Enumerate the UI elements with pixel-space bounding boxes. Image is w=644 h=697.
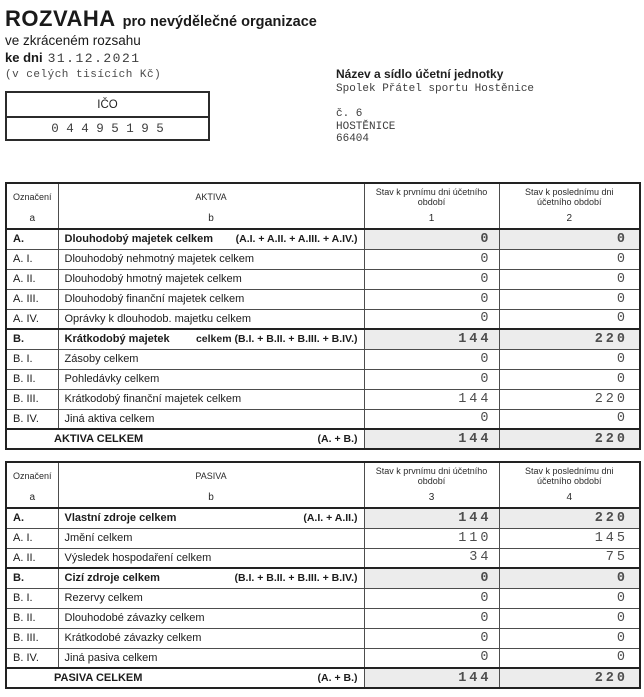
table-row <box>6 548 640 568</box>
designation-cell: A. III. <box>6 289 58 309</box>
table-row <box>6 229 640 249</box>
section-header-content <box>59 463 364 507</box>
entity-block <box>336 67 534 146</box>
item-label-cell <box>58 508 364 528</box>
ico-label: IČO <box>7 93 208 118</box>
table-row <box>6 329 640 349</box>
value-col1-header-subletter: 3 <box>428 492 435 504</box>
designation-cell: B. <box>6 329 58 349</box>
designation-cell: A. II. <box>6 548 58 568</box>
section-header <box>58 183 364 229</box>
title-line <box>5 6 317 32</box>
value-col2-cell: 0 <box>499 648 640 668</box>
item-label-cell: Dlouhodobý hmotný majetek celkem <box>58 269 364 289</box>
address-line: č. 6 <box>336 108 363 120</box>
item-label-cell <box>58 229 364 249</box>
value-col2-cell: 0 <box>499 349 640 369</box>
value-col1-cell: 144 <box>364 329 499 349</box>
designation-cell: A. <box>6 508 58 528</box>
page-subtitle: pro nevýdělečné organizace <box>122 14 317 30</box>
table-row <box>6 309 640 329</box>
value-col1-cell: 144 <box>364 508 499 528</box>
value-col2-cell: 220 <box>499 668 640 688</box>
table-row <box>6 628 640 648</box>
row-formula: (A.I. + A.II. + A.III. + A.IV.) <box>235 233 358 246</box>
value-col2-cell: 0 <box>499 269 640 289</box>
designation-cell: A. I. <box>6 528 58 548</box>
designation-header-content <box>7 463 58 507</box>
entity-address <box>336 108 534 146</box>
row-label: AKTIVA CELKEM <box>54 433 144 445</box>
item-label-cell: Rezervy celkem <box>58 588 364 608</box>
row-formula: (A.I. + A.II.) <box>303 512 358 525</box>
value-col1-cell: 0 <box>364 409 499 429</box>
section-header-label: PASIVA <box>195 470 227 481</box>
table-row <box>6 508 640 528</box>
designation-cell: B. II. <box>6 369 58 389</box>
designation-cell: B. II. <box>6 608 58 628</box>
item-label-cell: Jiná aktiva celkem <box>58 409 364 429</box>
header-row <box>6 183 640 229</box>
value-col2-cell: 145 <box>499 528 640 548</box>
designation-header <box>6 462 58 508</box>
designation-cell: B. III. <box>6 628 58 648</box>
item-label-cell: Dlouhodobé závazky celkem <box>58 608 364 628</box>
value-col1-cell: 144 <box>364 389 499 409</box>
value-col2-cell: 75 <box>499 548 640 568</box>
table-row <box>6 528 640 548</box>
table-row <box>6 608 640 628</box>
value-col2-cell: 0 <box>499 628 640 648</box>
value-col1-cell: 144 <box>364 429 499 449</box>
table-row <box>6 369 640 389</box>
value-col2-header <box>499 183 640 229</box>
value-col1-cell: 0 <box>364 628 499 648</box>
row-formula: (A. + B.) <box>317 433 358 445</box>
value-col1-cell: 0 <box>364 568 499 588</box>
value-col2-header <box>499 462 640 508</box>
value-col1-cell: 0 <box>364 249 499 269</box>
row-label: Cizí zdroje celkem <box>64 572 160 585</box>
section-header-subletter: b <box>208 492 214 504</box>
value-col1-cell: 0 <box>364 648 499 668</box>
designation-cell: A. IV. <box>6 309 58 329</box>
row-formula: celkem (B.I. + B.II. + B.III. + B.IV.) <box>195 333 358 346</box>
designation-header-content <box>7 184 58 228</box>
entity-name: Spolek Přátel sportu Hostěnice <box>336 83 535 95</box>
item-label-cell <box>58 568 364 588</box>
pasiva-table <box>5 461 641 689</box>
section-header <box>58 462 364 508</box>
date-line <box>5 50 317 66</box>
row-formula: (A. + B.) <box>317 672 358 684</box>
value-col1-cell: 0 <box>364 309 499 329</box>
label-with-formula <box>54 672 358 684</box>
value-col1-cell: 0 <box>364 588 499 608</box>
item-label-cell: Oprávky k dlouhodob. majetku celkem <box>58 309 364 329</box>
value-col2-header-label: Stav k poslednímu dni účetního období <box>524 186 614 207</box>
value-col1-header-subletter: 1 <box>428 213 435 225</box>
value-col2-cell: 0 <box>499 588 640 608</box>
value-col2-cell: 0 <box>499 409 640 429</box>
value-col2-cell: 0 <box>499 229 640 249</box>
item-label-cell: Krátkodobý finanční majetek celkem <box>58 389 364 409</box>
designation-cell: B. <box>6 568 58 588</box>
value-col1-header-content <box>365 463 499 507</box>
entity-label: Název a sídlo účetní jednotky <box>336 67 504 81</box>
value-col1-cell: 0 <box>364 289 499 309</box>
units-note: (v celých tisících Kč) <box>5 69 162 81</box>
address-line: 66404 <box>336 133 370 145</box>
row-label: Vlastní zdroje celkem <box>64 512 177 525</box>
value-col2-header-content <box>500 463 640 507</box>
aktiva-header <box>6 183 640 229</box>
table-row <box>6 588 640 608</box>
value-col1-cell: 0 <box>364 269 499 289</box>
designation-header <box>6 183 58 229</box>
value-col2-cell: 0 <box>499 608 640 628</box>
label-with-formula <box>54 433 358 445</box>
designation-cell: A. <box>6 229 58 249</box>
item-label-cell: Pohledávky celkem <box>58 369 364 389</box>
ico-box <box>5 91 210 141</box>
designation-cell: B. I. <box>6 349 58 369</box>
ico-value: 0 4 4 9 5 1 9 5 <box>51 121 164 136</box>
table-row <box>6 269 640 289</box>
row-formula: (B.I. + B.II. + B.III. + B.IV.) <box>234 572 358 585</box>
value-col2-header-subletter: 4 <box>566 492 573 504</box>
item-label-cell: Dlouhodobý nehmotný majetek celkem <box>58 249 364 269</box>
value-col1-header-content <box>365 184 499 228</box>
address-line: HOSTĚNICE <box>336 120 396 133</box>
value-col1-cell: 110 <box>364 528 499 548</box>
designation-cell: B. IV. <box>6 409 58 429</box>
designation-cell: A. I. <box>6 249 58 269</box>
aktiva-body <box>6 229 640 449</box>
header-row <box>6 462 640 508</box>
pasiva-header <box>6 462 640 508</box>
value-col2-cell: 220 <box>499 389 640 409</box>
item-label-cell: Jiná pasiva celkem <box>58 648 364 668</box>
title-line2: ve zkráceném rozsahu <box>5 33 141 48</box>
value-col2-cell: 220 <box>499 329 640 349</box>
designation-header-subletter: a <box>29 213 36 225</box>
page-title: ROZVAHA <box>5 6 116 31</box>
value-col2-cell: 0 <box>499 369 640 389</box>
value-col1-header-label: Stav k prvnímu dni účetního období <box>375 465 488 486</box>
table-row <box>6 349 640 369</box>
item-label-cell <box>58 329 364 349</box>
item-label-cell: Krátkodobé závazky celkem <box>58 628 364 648</box>
designation-cell: B. III. <box>6 389 58 409</box>
pasiva-body <box>6 508 640 688</box>
table-row <box>6 568 640 588</box>
item-label-cell <box>6 429 364 449</box>
aktiva-table <box>5 182 641 450</box>
table-row <box>6 409 640 429</box>
label-with-formula <box>65 572 358 584</box>
value-col1-cell: 144 <box>364 668 499 688</box>
value-col1-header <box>364 183 499 229</box>
item-label-cell: Výsledek hospodaření celkem <box>58 548 364 568</box>
value-col2-cell: 0 <box>499 289 640 309</box>
date-value: 31.12.2021 <box>47 51 141 66</box>
table-row <box>6 429 640 449</box>
item-label-cell: Jmění celkem <box>58 528 364 548</box>
value-col1-cell: 0 <box>364 608 499 628</box>
item-label-cell: Dlouhodobý finanční majetek celkem <box>58 289 364 309</box>
designation-header-subletter: a <box>29 492 36 504</box>
section-header-subletter: b <box>208 213 214 225</box>
table-row <box>6 289 640 309</box>
table-row <box>6 648 640 668</box>
value-col1-cell: 0 <box>364 369 499 389</box>
section-header-content <box>59 184 364 228</box>
value-col2-cell: 220 <box>499 508 640 528</box>
designation-cell: A. II. <box>6 269 58 289</box>
value-col2-cell: 220 <box>499 429 640 449</box>
value-col2-cell: 0 <box>499 249 640 269</box>
label-with-formula <box>65 512 358 524</box>
item-label-cell: Zásoby celkem <box>58 349 364 369</box>
label-with-formula <box>65 333 358 345</box>
value-col2-header-label: Stav k poslednímu dni účetního období <box>524 465 614 486</box>
date-label: ke dni <box>5 50 43 65</box>
document-header <box>5 6 317 81</box>
table-row <box>6 389 640 409</box>
item-label-cell <box>6 668 364 688</box>
table-row <box>6 668 640 688</box>
label-with-formula <box>65 233 358 245</box>
value-col2-header-content <box>500 184 640 228</box>
table-row <box>6 249 640 269</box>
value-col1-cell: 0 <box>364 229 499 249</box>
value-col2-cell: 0 <box>499 309 640 329</box>
designation-header-label: Označení <box>12 470 52 481</box>
row-label: PASIVA CELKEM <box>54 672 143 684</box>
value-col2-header-subletter: 2 <box>566 213 573 225</box>
designation-cell: B. IV. <box>6 648 58 668</box>
value-col1-header-label: Stav k prvnímu dni účetního období <box>375 186 488 207</box>
value-col1-cell: 34 <box>364 548 499 568</box>
value-col2-cell: 0 <box>499 568 640 588</box>
designation-header-label: Označení <box>12 191 52 202</box>
row-label: Dlouhodobý majetek celkem <box>64 233 214 246</box>
designation-cell: B. I. <box>6 588 58 608</box>
value-col1-cell: 0 <box>364 349 499 369</box>
value-col1-header <box>364 462 499 508</box>
section-header-label: AKTIVA <box>195 191 227 202</box>
row-label: Krátkodobý majetek <box>64 333 170 346</box>
